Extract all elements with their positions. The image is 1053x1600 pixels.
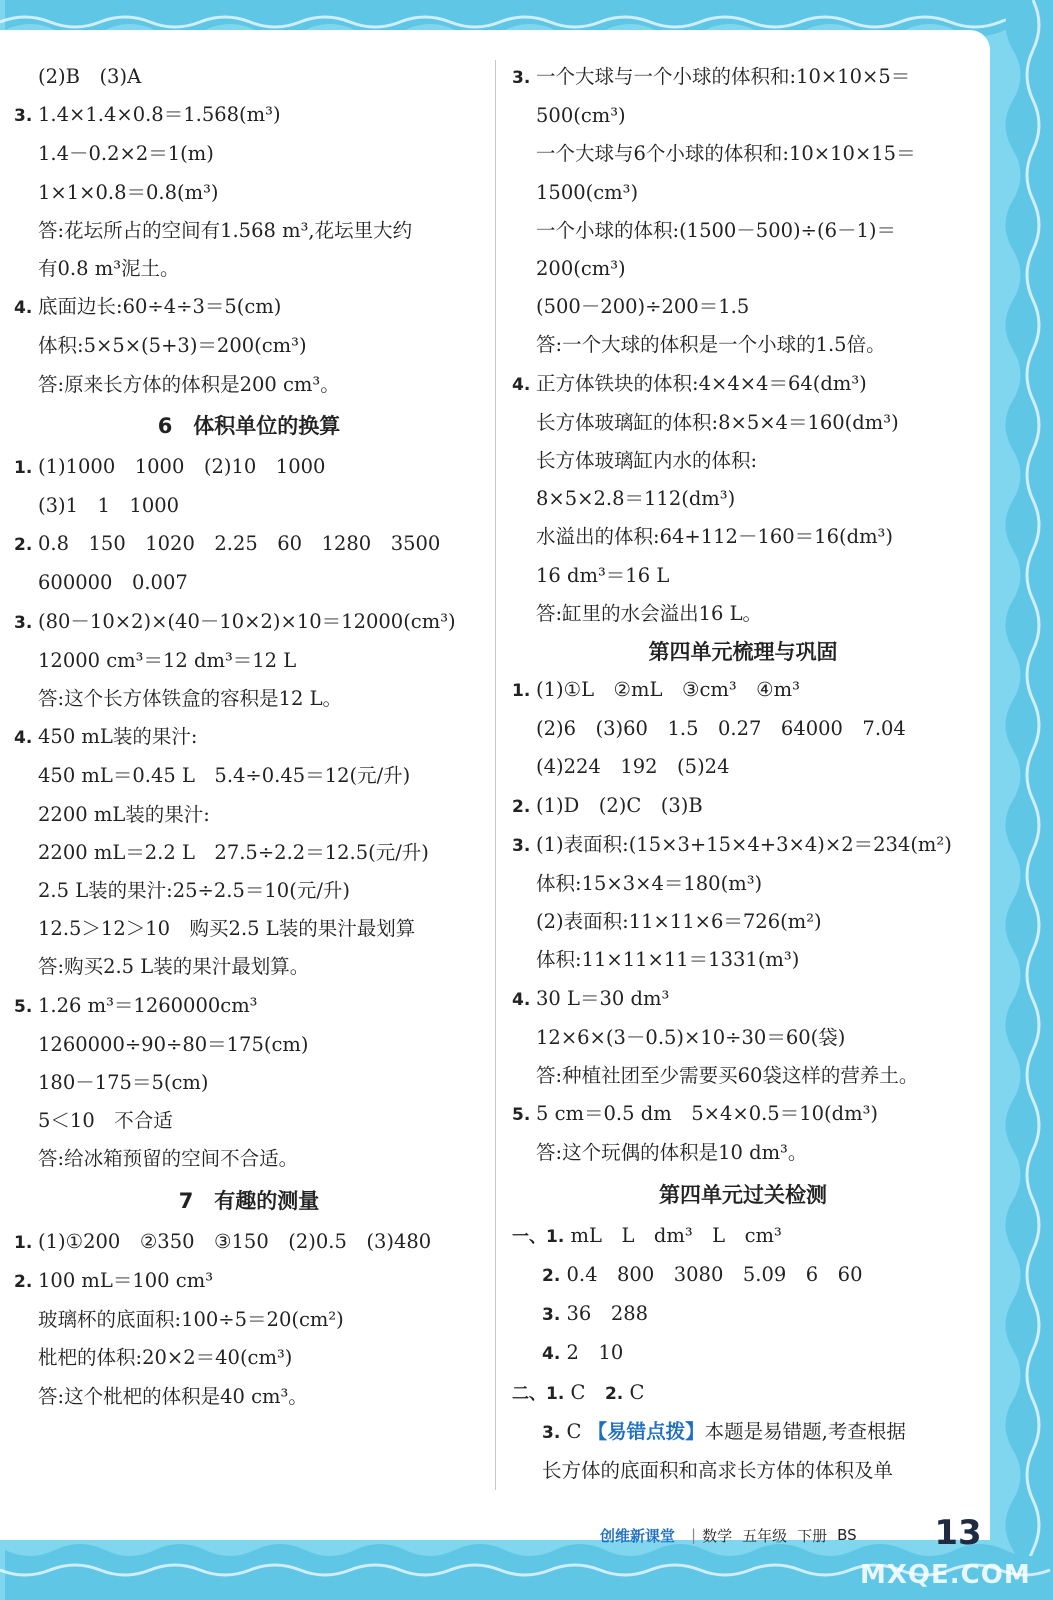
question-number: 2. bbox=[604, 1383, 624, 1404]
question-number: 4. bbox=[14, 728, 33, 749]
question-number: 4. bbox=[512, 989, 531, 1010]
answer-line: 500(cm³) bbox=[536, 104, 626, 128]
answer-line: 长方体玻璃缸的体积:8×5×4＝160(dm³) bbox=[536, 410, 899, 434]
question-number: 4. bbox=[14, 298, 33, 319]
answer-line: mL L dm³ L cm³ bbox=[570, 1223, 782, 1247]
footer-subject: 数学 bbox=[702, 1526, 733, 1545]
answer-line: 450 mL＝0.45 L 5.4÷0.45＝12(元/升) bbox=[38, 764, 411, 788]
answer-line: (2)B (3)A bbox=[38, 65, 142, 88]
part-label: 一、 bbox=[512, 1226, 546, 1247]
answer-line: 答:花坛所占的空间有1.568 m³,花坛里大约 bbox=[38, 218, 413, 242]
answer-line: (2)表面积:11×11×6＝726(m²) bbox=[536, 910, 822, 934]
question-number: 5. bbox=[14, 996, 33, 1017]
answer-line: 答:这个玩偶的体积是10 dm³。 bbox=[536, 1141, 808, 1165]
answer-line: 1×1×0.8＝0.8(m³) bbox=[38, 180, 219, 204]
question-number: 3. bbox=[14, 106, 33, 127]
answer-line: (1)表面积:(15×3+15×4+3×4)×2＝234(m²) bbox=[536, 832, 952, 856]
answer-line: (1)①L ②mL ③cm³ ④m³ bbox=[536, 678, 800, 702]
question-number: 3. bbox=[512, 68, 531, 88]
answer-line: 100 mL＝100 cm³ bbox=[38, 1268, 214, 1292]
answer-line: 答:种植社团至少需要买60袋这样的营养土。 bbox=[536, 1064, 919, 1088]
question-number: 2. bbox=[14, 1271, 33, 1292]
answer-line: (1)1000 1000 (2)10 1000 bbox=[38, 454, 326, 478]
column-divider bbox=[495, 60, 496, 1490]
watermark-text: MXQE.COM bbox=[860, 1560, 1031, 1590]
page-number: 13 bbox=[934, 1513, 982, 1553]
answer-line: 1260000÷90÷80＝175(cm) bbox=[38, 1032, 309, 1056]
question-number: 1. bbox=[14, 457, 33, 478]
answer-line: 5 cm＝0.5 dm 5×4×0.5＝10(dm³) bbox=[536, 1102, 879, 1126]
answer-line: (4)224 192 (5)24 bbox=[536, 755, 730, 779]
question-number: 3. bbox=[512, 835, 531, 856]
answer-line: 2 10 bbox=[566, 1341, 624, 1365]
question-number: 1. bbox=[546, 1383, 565, 1404]
answer-line: 36 288 bbox=[566, 1302, 649, 1326]
answer-line: 一个小球的体积:(1500－500)÷(6－1)＝ bbox=[536, 218, 896, 242]
question-number: 1. bbox=[546, 1226, 565, 1247]
answer-line: 30 L＝30 dm³ bbox=[536, 986, 670, 1010]
answer-line: 180－175＝5(cm) bbox=[38, 1071, 209, 1095]
answer-line: 一个大球与一个小球的体积和:10×10×5＝ bbox=[536, 65, 911, 88]
question-number: 2. bbox=[542, 1265, 561, 1286]
answer-line: C bbox=[570, 1380, 586, 1404]
question-number: 2. bbox=[512, 796, 531, 817]
answer-line: 2200 mL＝2.2 L 27.5÷2.2＝12.5(元/升) bbox=[38, 840, 429, 864]
answer-line: 答:购买2.5 L装的果汁最划算。 bbox=[38, 955, 310, 979]
answer-line: 1.4×1.4×0.8＝1.568(m³) bbox=[38, 103, 281, 127]
answer-line: 答:给冰箱预留的空间不合适。 bbox=[38, 1147, 299, 1171]
right-column bbox=[512, 58, 974, 1490]
answer-line: (1)①200 ②350 ③150 (2)0.5 (3)480 bbox=[38, 1229, 432, 1253]
answer-line: 600000 0.007 bbox=[38, 571, 188, 595]
answer-line: 8×5×2.8＝112(dm³) bbox=[536, 487, 736, 511]
answer-line: 一个大球与6个小球的体积和:10×10×15＝ bbox=[536, 142, 916, 166]
question-number: 3. bbox=[542, 1422, 561, 1443]
answer-line: 有0.8 m³泥土。 bbox=[38, 257, 180, 281]
answer-line: 体积:5×5×(5+3)＝200(cm³) bbox=[38, 334, 307, 358]
answer-line: 答:这个长方体铁盒的容积是12 L。 bbox=[38, 687, 343, 711]
answer-line: 0.8 150 1020 2.25 60 1280 3500 bbox=[38, 532, 441, 556]
answer-line: C bbox=[566, 1419, 582, 1443]
answer-line: 枇杷的体积:20×2＝40(cm³) bbox=[38, 1346, 293, 1370]
right-wave-border bbox=[983, 0, 1053, 1600]
answer-line: 12000 cm³＝12 dm³＝12 L bbox=[38, 648, 297, 672]
answer-line: 1.4－0.2×2＝1(m) bbox=[38, 142, 214, 166]
question-number: 5. bbox=[512, 1105, 531, 1126]
answer-line: 2200 mL装的果汁: bbox=[38, 802, 210, 826]
question-number: 4. bbox=[512, 374, 531, 395]
answer-line: 长方体玻璃缸内水的体积: bbox=[536, 449, 758, 473]
part-label: 二、 bbox=[512, 1383, 546, 1404]
footer-grade: 五年级 bbox=[742, 1526, 788, 1545]
answer-line: 长方体的底面积和高求长方体的体积及单 bbox=[542, 1458, 894, 1482]
answer-line: (3)1 1 1000 bbox=[38, 494, 180, 518]
answer-line: (2)6 (3)60 1.5 0.27 64000 7.04 bbox=[536, 717, 906, 741]
answer-line: 体积:15×3×4＝180(m³) bbox=[536, 872, 763, 896]
footer-edition: BS bbox=[837, 1526, 857, 1544]
answer-line: 正方体铁块的体积:4×4×4＝64(dm³) bbox=[536, 371, 867, 395]
answer-line: 5＜10 不合适 bbox=[38, 1109, 173, 1133]
answer-line: 450 mL装的果汁: bbox=[38, 725, 198, 749]
question-number: 1. bbox=[14, 1232, 33, 1253]
answer-line: 12×6×(3－0.5)×10÷30＝60(袋) bbox=[536, 1025, 846, 1049]
answer-line: 体积:11×11×11＝1331(m³) bbox=[536, 948, 800, 972]
answer-line: (500－200)÷200＝1.5 bbox=[536, 295, 750, 319]
answer-line: 1500(cm³) bbox=[536, 180, 639, 204]
error-tip-tag: 【易错点拨】 bbox=[587, 1419, 705, 1443]
answer-line: 本题是易错题,考查根据 bbox=[704, 1419, 906, 1443]
answer-line: 0.4 800 3080 5.09 6 60 bbox=[566, 1262, 863, 1286]
footer-term: 下册 bbox=[797, 1526, 828, 1545]
footer-separator: | bbox=[691, 1526, 697, 1544]
answer-line: 2.5 L装的果汁:25÷2.5＝10(元/升) bbox=[38, 879, 350, 903]
answer-line: (80－10×2)×(40－10×2)×10＝12000(cm³) bbox=[38, 609, 456, 633]
answer-line: C bbox=[629, 1380, 645, 1404]
answer-line: 水溢出的体积:64+112－160＝16(dm³) bbox=[536, 525, 893, 549]
question-number: 3. bbox=[14, 612, 33, 633]
section-heading: 第四单元过关检测 bbox=[659, 1182, 827, 1207]
section-heading: 6 体积单位的换算 bbox=[157, 413, 341, 438]
answer-line: 答:原来长方体的体积是200 cm³。 bbox=[38, 372, 340, 396]
answer-line: 答:缸里的水会溢出16 L。 bbox=[536, 601, 763, 625]
answer-line: 1.26 m³＝1260000cm³ bbox=[38, 993, 258, 1017]
question-number: 3. bbox=[542, 1305, 561, 1326]
answer-line: 答:一个大球的体积是一个小球的1.5倍。 bbox=[536, 333, 886, 357]
question-number: 2. bbox=[14, 535, 33, 556]
answer-line: 答:这个枇杷的体积是40 cm³。 bbox=[38, 1384, 308, 1408]
section-heading: 7 有趣的测量 bbox=[178, 1188, 320, 1213]
answer-line: 玻璃杯的底面积:100÷5＝20(cm²) bbox=[38, 1308, 344, 1332]
answer-line: 底面边长:60÷4÷3＝5(cm) bbox=[38, 295, 282, 319]
answer-line: 16 dm³＝16 L bbox=[536, 563, 670, 587]
brand-name: 创维新课堂 bbox=[600, 1526, 676, 1545]
left-column bbox=[14, 58, 484, 1416]
question-number: 1. bbox=[512, 681, 531, 702]
page-footer bbox=[600, 1518, 867, 1552]
question-number: 4. bbox=[542, 1344, 561, 1365]
section-heading: 第四单元梳理与巩固 bbox=[648, 640, 838, 665]
answer-line: (1)D (2)C (3)B bbox=[536, 793, 703, 817]
answer-line: 200(cm³) bbox=[536, 257, 626, 281]
answer-line: 12.5＞12＞10 购买2.5 L装的果汁最划算 bbox=[38, 917, 416, 941]
